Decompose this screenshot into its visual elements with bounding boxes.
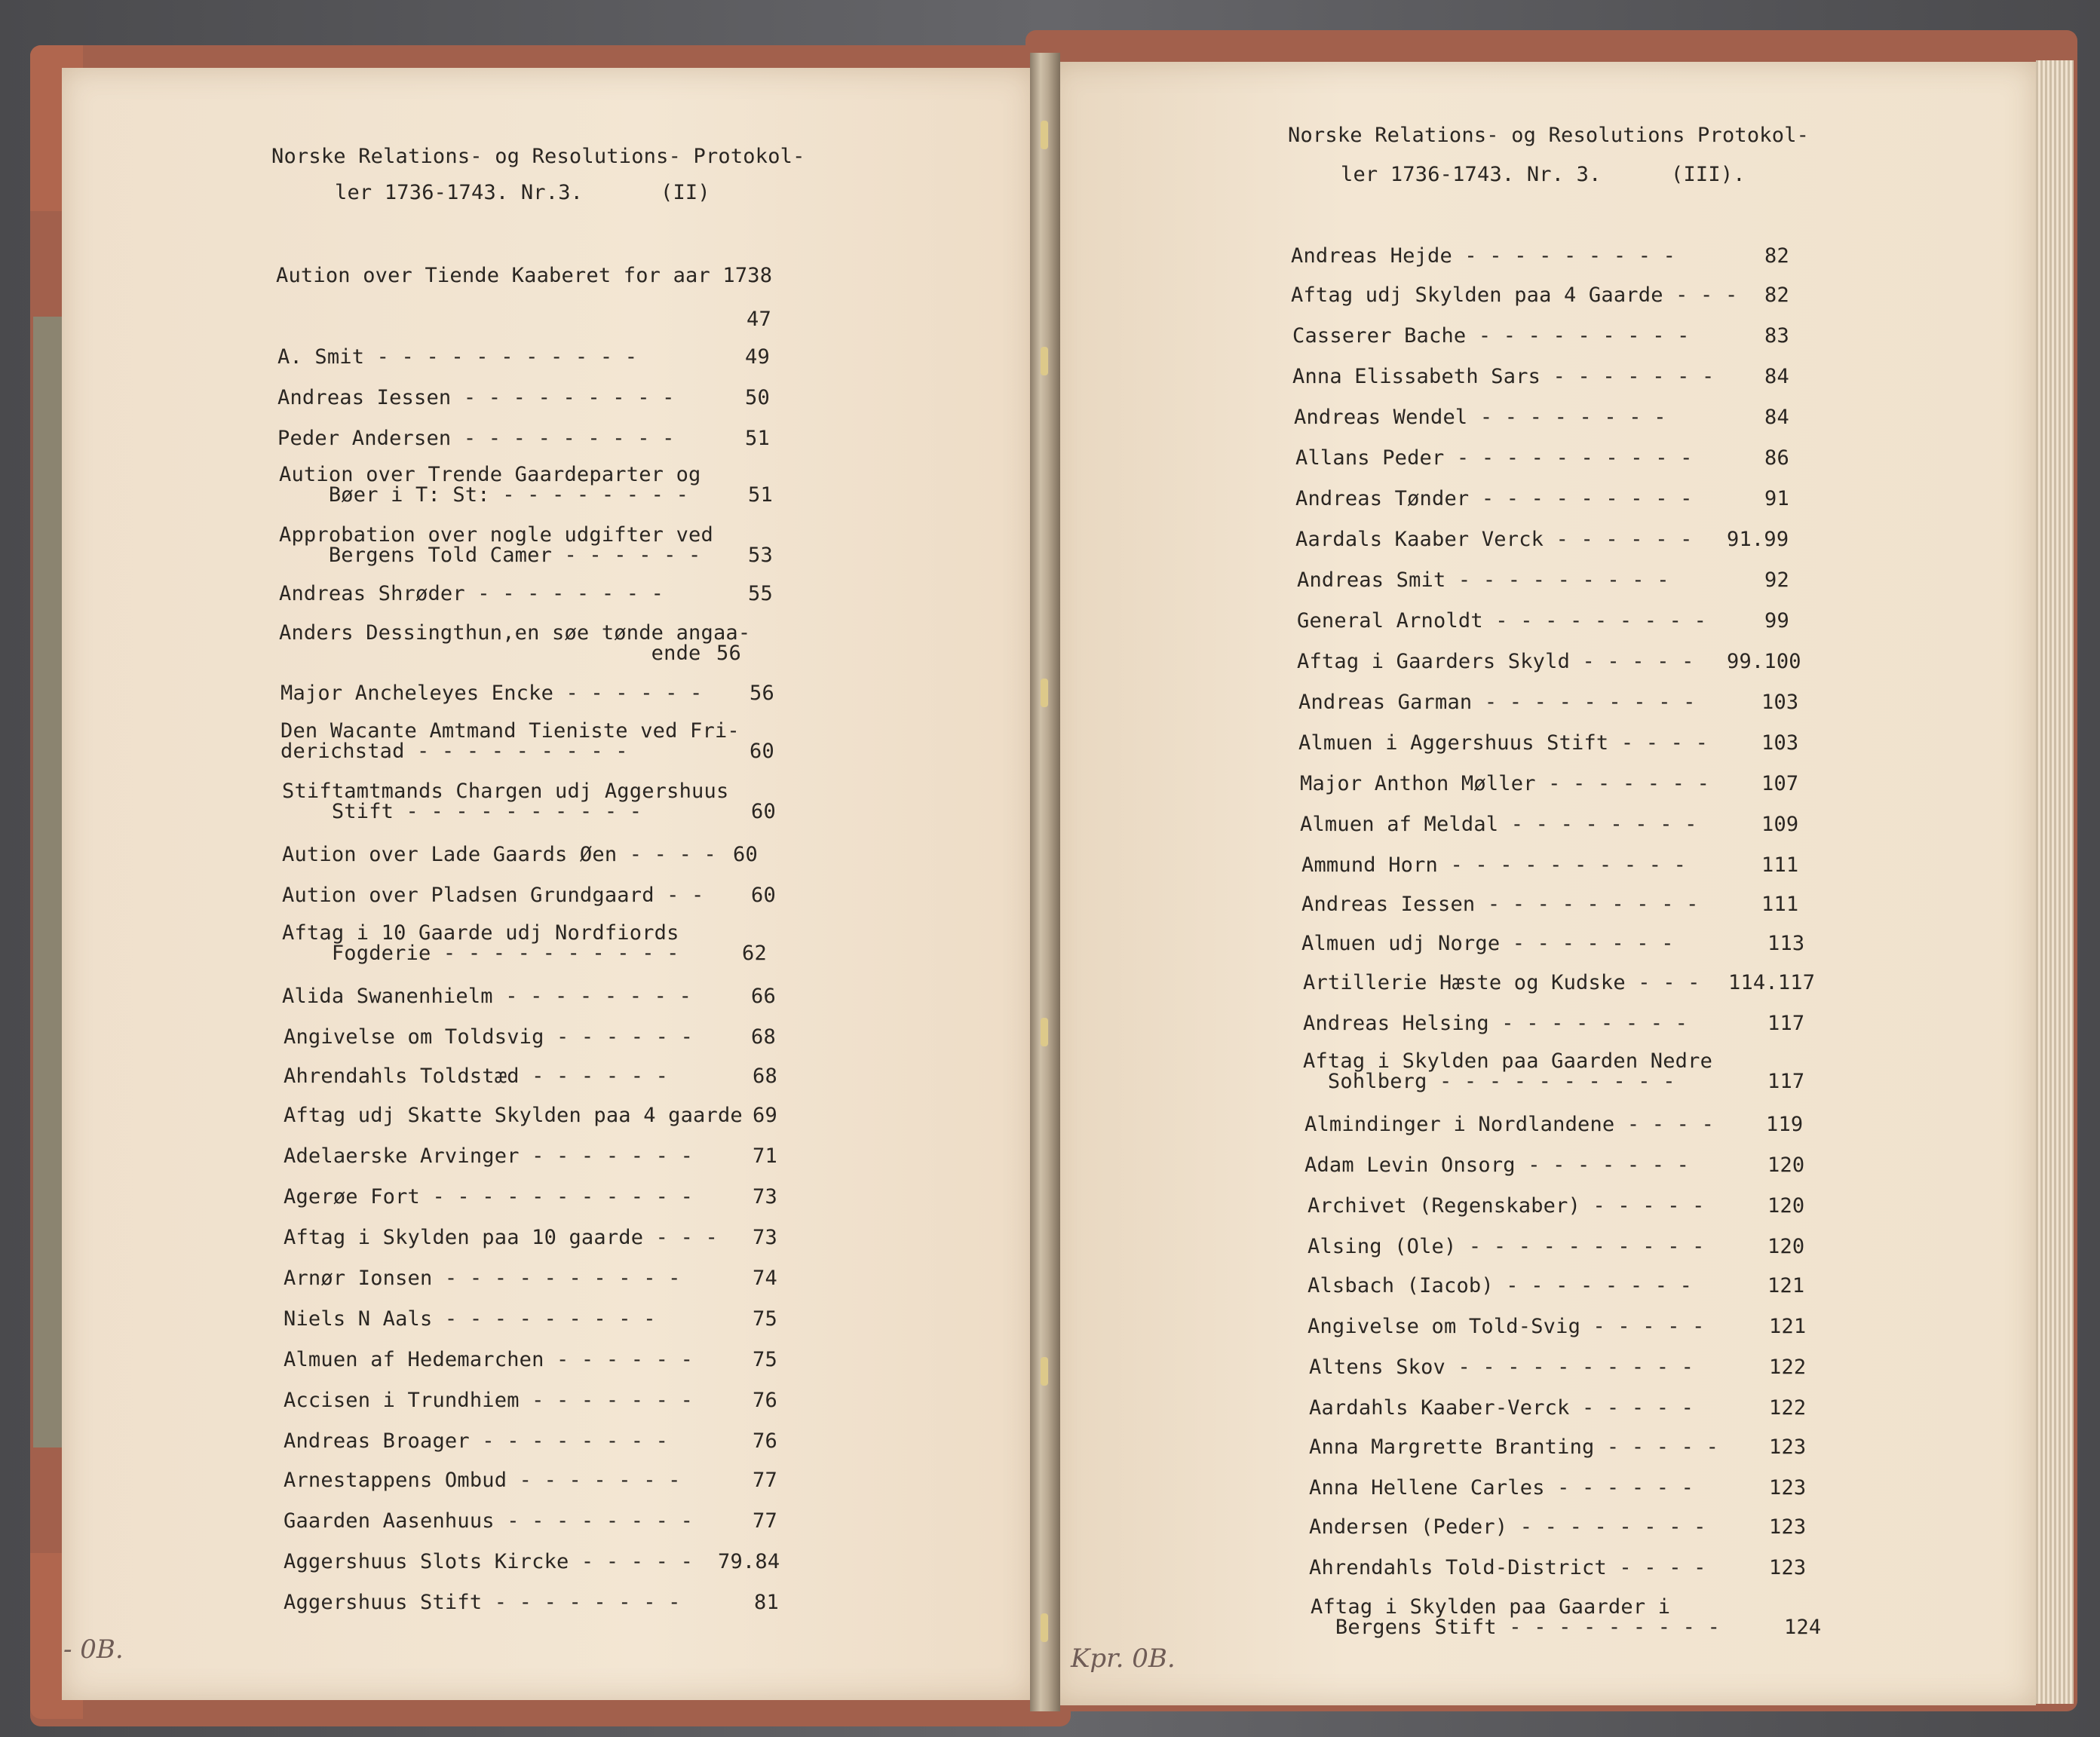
right-entry-text: Andreas Hejde - - - - - - - - - <box>1291 244 1676 268</box>
left-entry-text: Gaarden Aasenhuus - - - - - - - - <box>284 1509 694 1533</box>
left-entry <box>282 781 728 822</box>
left-entry-page-number: 68 <box>753 1065 777 1088</box>
right-entry-text: Alsing (Ole) - - - - - - - - - - <box>1308 1235 1705 1258</box>
right-entry-page-number: 120 <box>1767 1153 1805 1177</box>
left-entry-text: Stiftamtmands Chargen udj Aggershuus <box>282 780 729 803</box>
right-entry <box>1297 651 1694 672</box>
left-entry-text: Aftag i Skylden paa 10 gaarde - - - <box>284 1226 718 1249</box>
left-entry-page-number: 60 <box>733 843 758 866</box>
right-entry <box>1300 814 1697 835</box>
right-entry-text: General Arnoldt - - - - - - - - - <box>1297 609 1707 633</box>
left-entry <box>282 986 691 1006</box>
left-entry <box>284 1511 693 1531</box>
right-entry-text: Archivet (Regenskaber) - - - - - <box>1308 1194 1705 1218</box>
left-entry <box>276 265 772 286</box>
right-entry-text: Andreas Wendel - - - - - - - - <box>1294 406 1666 429</box>
left-entry <box>284 1227 718 1248</box>
right-entry-text: Ahrendahls Told-District - - - - <box>1309 1556 1706 1579</box>
left-entry-page-number: 60 <box>750 740 774 763</box>
right-entry-page-number: 92 <box>1764 568 1789 592</box>
right-entry <box>1295 489 1693 509</box>
right-entry-page-number: 122 <box>1769 1396 1807 1420</box>
right-entry <box>1309 1437 1718 1457</box>
left-entry-page-number: 71 <box>753 1144 777 1168</box>
left-entry-text: Aution over Tiende Kaaberet for aar 1738 <box>276 264 773 287</box>
right-entry-text: Anna Margrette Branting - - - - - <box>1309 1435 1719 1459</box>
left-entry <box>281 683 702 703</box>
right-entry-text: Major Anthon Møller - - - - - - - <box>1300 772 1710 795</box>
left-entry-page-number: 75 <box>753 1348 777 1371</box>
right-entry-page-number: 114.117 <box>1728 971 1816 994</box>
left-entry-text: Aution over Trende Gaardeparter og <box>279 463 701 486</box>
right-entry-text: Aftag i Skylden paa Gaarder i <box>1311 1595 1671 1619</box>
right-entry-page-number: 107 <box>1761 772 1799 795</box>
left-entry-page-number: 56 <box>750 682 774 705</box>
left-entry <box>277 428 675 449</box>
right-entry-text: Bergens Stift - - - - - - - - - <box>1311 1616 1721 1639</box>
right-entry <box>1308 1196 1705 1216</box>
right-entry-page-number: 83 <box>1764 324 1789 348</box>
right-header-line1: Norske Relations- og Resolutions Protokol- <box>1288 124 1810 147</box>
right-entry-page-number: 117 <box>1767 1070 1805 1093</box>
left-entry-text: Peder Andersen - - - - - - - - - <box>277 427 675 450</box>
left-entry-text: Major Ancheleyes Encke - - - - - - <box>281 682 703 705</box>
right-entry-text: Andreas Iessen - - - - - - - - - <box>1301 893 1699 916</box>
left-header-roman: (II) <box>661 181 710 204</box>
right-entry-text: Anna Hellene Carles - - - - - - <box>1309 1476 1694 1500</box>
right-entry-page-number: 123 <box>1769 1515 1807 1539</box>
right-entry <box>1294 407 1666 427</box>
left-entry <box>281 721 740 761</box>
right-entry-page-number: 86 <box>1764 446 1789 470</box>
left-entry-text: Aftag udj Skatte Skylden paa 4 gaarde <box>284 1104 743 1127</box>
binding-stitch <box>1041 679 1048 707</box>
left-entry <box>279 525 713 565</box>
left-entry-page-number: 73 <box>753 1185 777 1209</box>
right-entry-page-number: 121 <box>1769 1315 1807 1338</box>
right-entry-page-number: 84 <box>1764 365 1789 388</box>
left-entry <box>282 844 716 865</box>
binding-stitch <box>1041 1018 1048 1046</box>
left-entry-text: Andreas Iessen - - - - - - - - - <box>277 386 675 409</box>
right-entry-text: Ammund Horn - - - - - - - - - - <box>1301 853 1687 877</box>
right-entry <box>1291 246 1675 266</box>
left-entry <box>284 1187 693 1207</box>
right-entry <box>1303 1051 1712 1092</box>
right-entry <box>1308 1276 1692 1296</box>
right-entry-text: Aftag i Gaarders Skyld - - - - - <box>1297 650 1694 673</box>
right-entry <box>1301 894 1699 914</box>
right-entry-text: Almindinger i Nordlandene - - - - <box>1304 1113 1715 1136</box>
right-entry <box>1297 570 1669 590</box>
binding-stitch <box>1041 1357 1048 1386</box>
left-entry-page-number: 53 <box>748 544 773 567</box>
right-entry-text: Adam Levin Onsorg - - - - - - - <box>1304 1153 1690 1177</box>
book-gutter <box>1030 53 1060 1711</box>
right-entry-text: Aftag i Skylden paa Gaarden Nedre <box>1303 1049 1713 1073</box>
left-entry-text: Den Wacante Amtmand Tieniste ved Fri- <box>281 719 740 743</box>
left-entry-text: Aftag i 10 Gaarde udj Nordfiords <box>282 921 679 945</box>
right-entry-page-number: 123 <box>1769 1435 1807 1459</box>
right-entry <box>1298 692 1696 712</box>
right-entry <box>1298 733 1708 753</box>
left-entry-page-number: 77 <box>753 1469 777 1492</box>
left-entry-text: Andreas Broager - - - - - - - - <box>284 1429 669 1453</box>
left-entry <box>284 1470 681 1490</box>
left-entry-page-number: 60 <box>751 800 776 823</box>
right-entry-text: Aardahls Kaaber-Verck - - - - - <box>1309 1396 1694 1420</box>
right-entry-page-number: 119 <box>1766 1113 1804 1136</box>
cloth-binding <box>33 317 63 1448</box>
right-entry-page-number: 103 <box>1761 731 1799 755</box>
right-entry <box>1304 1114 1714 1135</box>
left-entry <box>277 388 675 408</box>
right-entry-page-number: 117 <box>1767 1012 1805 1035</box>
right-entry-page-number: 99 <box>1764 609 1789 633</box>
left-entry <box>284 1431 668 1451</box>
left-entry-page-number: 56 <box>716 642 741 665</box>
left-entry-page-number: 55 <box>748 582 773 605</box>
right-entry <box>1291 285 1737 305</box>
left-entry-text: Almuen af Hedemarchen - - - - - - <box>284 1348 694 1371</box>
binding-stitch <box>1041 121 1048 149</box>
right-entry-text: Almuen af Meldal - - - - - - - - <box>1300 813 1697 836</box>
left-entry-page-number: 68 <box>751 1025 776 1049</box>
left-entry <box>284 1027 693 1047</box>
left-entry-page-number: 75 <box>753 1307 777 1331</box>
left-entry <box>284 1309 656 1329</box>
left-entry-page-number: 69 <box>753 1104 777 1127</box>
left-entry-page-number: 49 <box>745 345 770 369</box>
left-entry-text: Aggershuus Stift - - - - - - - - <box>284 1591 681 1614</box>
left-entry-text: A. Smit - - - - - - - - - - - <box>277 345 638 369</box>
right-entry-page-number: 109 <box>1761 813 1799 836</box>
right-entry <box>1297 611 1706 631</box>
right-entry-text: Aftag udj Skylden paa 4 Gaarde - - - <box>1291 283 1738 307</box>
right-entry-text: Andreas Garman - - - - - - - - - <box>1298 691 1696 714</box>
left-entry <box>284 1592 681 1613</box>
right-entry-text: Anna Elissabeth Sars - - - - - - - <box>1292 365 1715 388</box>
right-entry <box>1295 529 1693 550</box>
right-entry-page-number: 120 <box>1767 1194 1805 1218</box>
left-entry-text: Anders Dessingthun,en søe tønde angaa- <box>279 621 751 645</box>
page-edges <box>2036 60 2074 1704</box>
left-entry <box>277 347 637 367</box>
left-entry-page-number: 66 <box>751 985 776 1008</box>
right-entry <box>1309 1357 1694 1377</box>
binding-stitch <box>1041 347 1048 375</box>
left-entry <box>284 1390 693 1411</box>
right-entry-text: Allans Peder - - - - - - - - - - <box>1295 446 1693 470</box>
left-entry-page-number: 76 <box>753 1389 777 1412</box>
left-entry-page-number: 74 <box>753 1267 777 1290</box>
left-entry-page-number: 79.84 <box>718 1550 780 1573</box>
left-entry-text: Agerøe Fort - - - - - - - - - - - <box>284 1185 694 1209</box>
left-entry-text: Approbation over nogle udgifter ved <box>279 523 713 547</box>
left-entry-text: Arnestappens Ombud - - - - - - - <box>284 1469 681 1492</box>
right-entry-text: Sohlberg - - - - - - - - - - <box>1303 1070 1675 1093</box>
right-entry-text: Artillerie Hæste og Kudske - - - <box>1303 971 1700 994</box>
left-entry-page-number: 50 <box>745 386 770 409</box>
right-entry <box>1292 366 1714 387</box>
right-entry-page-number: 91.99 <box>1727 528 1789 551</box>
left-entry <box>279 584 664 604</box>
right-header-line2: ler 1736-1743. Nr. 3. <box>1341 163 1602 186</box>
binding-stitch <box>1041 1613 1048 1642</box>
right-entry-text: Almuen udj Norge - - - - - - - <box>1301 932 1674 955</box>
right-entry-page-number: 123 <box>1769 1476 1807 1500</box>
left-entry <box>284 1066 668 1086</box>
left-entry-text: Stift - - - - - - - - - - <box>282 800 642 823</box>
left-entry-text: Alida Swanenhielm - - - - - - - - <box>282 985 692 1008</box>
right-entry-page-number: 123 <box>1769 1556 1807 1579</box>
left-entry-text: Ahrendahls Toldstæd - - - - - - <box>284 1065 669 1088</box>
left-header-line1: Norske Relations- og Resolutions- Protokol- <box>271 145 805 168</box>
left-entry-page-number: 81 <box>754 1591 779 1614</box>
left-entry-text: derichstad - - - - - - - - - <box>281 740 628 763</box>
left-entry-text: Adelaerske Arvinger - - - - - - - <box>284 1144 694 1168</box>
left-entry-page-number: 51 <box>748 483 773 507</box>
right-entry <box>1308 1316 1705 1337</box>
right-entry-page-number: 120 <box>1767 1235 1805 1258</box>
right-entry-page-number: 121 <box>1767 1274 1805 1297</box>
left-entry-text: Angivelse om Toldsvig - - - - - - <box>284 1025 694 1049</box>
left-entry <box>282 885 704 905</box>
right-entry-page-number: 124 <box>1784 1616 1822 1639</box>
right-entry <box>1309 1398 1694 1418</box>
right-entry <box>1308 1236 1705 1257</box>
right-entry <box>1292 326 1690 346</box>
left-margin-note: - 0B. <box>63 1634 124 1665</box>
left-entry-page-number: 47 <box>746 308 771 331</box>
left-entry-text: Niels N Aals - - - - - - - - - <box>284 1307 656 1331</box>
right-entry <box>1309 1558 1706 1578</box>
left-entry-text: Andreas Shrøder - - - - - - - - <box>279 582 664 605</box>
right-entry <box>1301 933 1674 954</box>
right-entry-text: Andersen (Peder) - - - - - - - - <box>1309 1515 1706 1539</box>
left-header-line2: ler 1736-1743. Nr.3. <box>335 181 584 204</box>
left-entry-page-number: 51 <box>745 427 770 450</box>
right-entry-text: Almuen i Aggershuus Stift - - - - <box>1298 731 1709 755</box>
right-entry-page-number: 113 <box>1767 932 1805 955</box>
right-entry-page-number: 111 <box>1761 853 1799 877</box>
right-entry <box>1311 1597 1720 1637</box>
left-entry-page-number: 62 <box>742 942 767 965</box>
left-entry-page-number: 73 <box>753 1226 777 1249</box>
right-entry <box>1304 1155 1689 1175</box>
right-entry-page-number: 91 <box>1764 487 1789 510</box>
right-entry <box>1303 973 1700 993</box>
left-entry-text: ende <box>279 642 701 665</box>
right-entry <box>1300 774 1709 794</box>
left-entry-page-number: 77 <box>753 1509 777 1533</box>
right-entry-text: Altens Skov - - - - - - - - - - <box>1309 1356 1694 1379</box>
right-entry-text: Andreas Helsing - - - - - - - - <box>1303 1012 1688 1035</box>
right-entry-page-number: 82 <box>1764 244 1789 268</box>
left-entry-text: Aution over Pladsen Grundgaard - - <box>282 884 704 907</box>
right-header-roman: (III). <box>1671 163 1746 186</box>
right-entry-page-number: 82 <box>1764 283 1789 307</box>
left-entry-text: Aggershuus Slots Kircke - - - - - <box>284 1550 694 1573</box>
left-entry-text: Fogderie - - - - - - - - - - <box>282 942 679 965</box>
left-entry <box>284 1105 743 1126</box>
left-entry-text: Bergens Told Camer - - - - - - <box>279 544 701 567</box>
right-entry-page-number: 111 <box>1761 893 1799 916</box>
left-entry-page-number: 76 <box>753 1429 777 1453</box>
left-entry-text: Arnør Ionsen - - - - - - - - - - <box>284 1267 681 1290</box>
right-entry-page-number: 122 <box>1769 1356 1807 1379</box>
right-entry <box>1309 1478 1694 1498</box>
right-entry-text: Aardals Kaaber Verck - - - - - - <box>1295 528 1693 551</box>
right-entry-page-number: 99.100 <box>1727 650 1801 673</box>
right-entry-text: Angivelse om Told-Svig - - - - - <box>1308 1315 1705 1338</box>
left-entry <box>284 1552 693 1572</box>
right-page <box>1050 62 2036 1705</box>
left-entry-page-number: 60 <box>751 884 776 907</box>
right-entry <box>1303 1013 1688 1034</box>
left-entry-text: Accisen i Trundhiem - - - - - - - <box>284 1389 694 1412</box>
left-entry-text: Aution over Lade Gaards Øen - - - - <box>282 843 716 866</box>
right-entry-text: Alsbach (Iacob) - - - - - - - - <box>1308 1274 1693 1297</box>
right-entry-text: Andreas Smit - - - - - - - - - <box>1297 568 1669 592</box>
right-entry <box>1295 448 1693 468</box>
left-entry <box>284 1349 693 1370</box>
left-entry-text: Bøer i T: St: - - - - - - - - <box>279 483 689 507</box>
left-entry <box>284 1146 693 1166</box>
left-entry <box>284 1268 681 1288</box>
left-entry <box>282 923 679 963</box>
left-entry <box>279 623 750 663</box>
right-entry-text: Andreas Tønder - - - - - - - - - <box>1295 487 1693 510</box>
right-entry <box>1309 1517 1706 1537</box>
right-entry-page-number: 84 <box>1764 406 1789 429</box>
right-margin-note: Kpr. 0B. <box>1071 1644 1176 1674</box>
right-entry-text: Casserer Bache - - - - - - - - - <box>1292 324 1690 348</box>
right-entry-page-number: 103 <box>1761 691 1799 714</box>
right-entry <box>1301 855 1686 875</box>
left-entry <box>279 464 701 505</box>
